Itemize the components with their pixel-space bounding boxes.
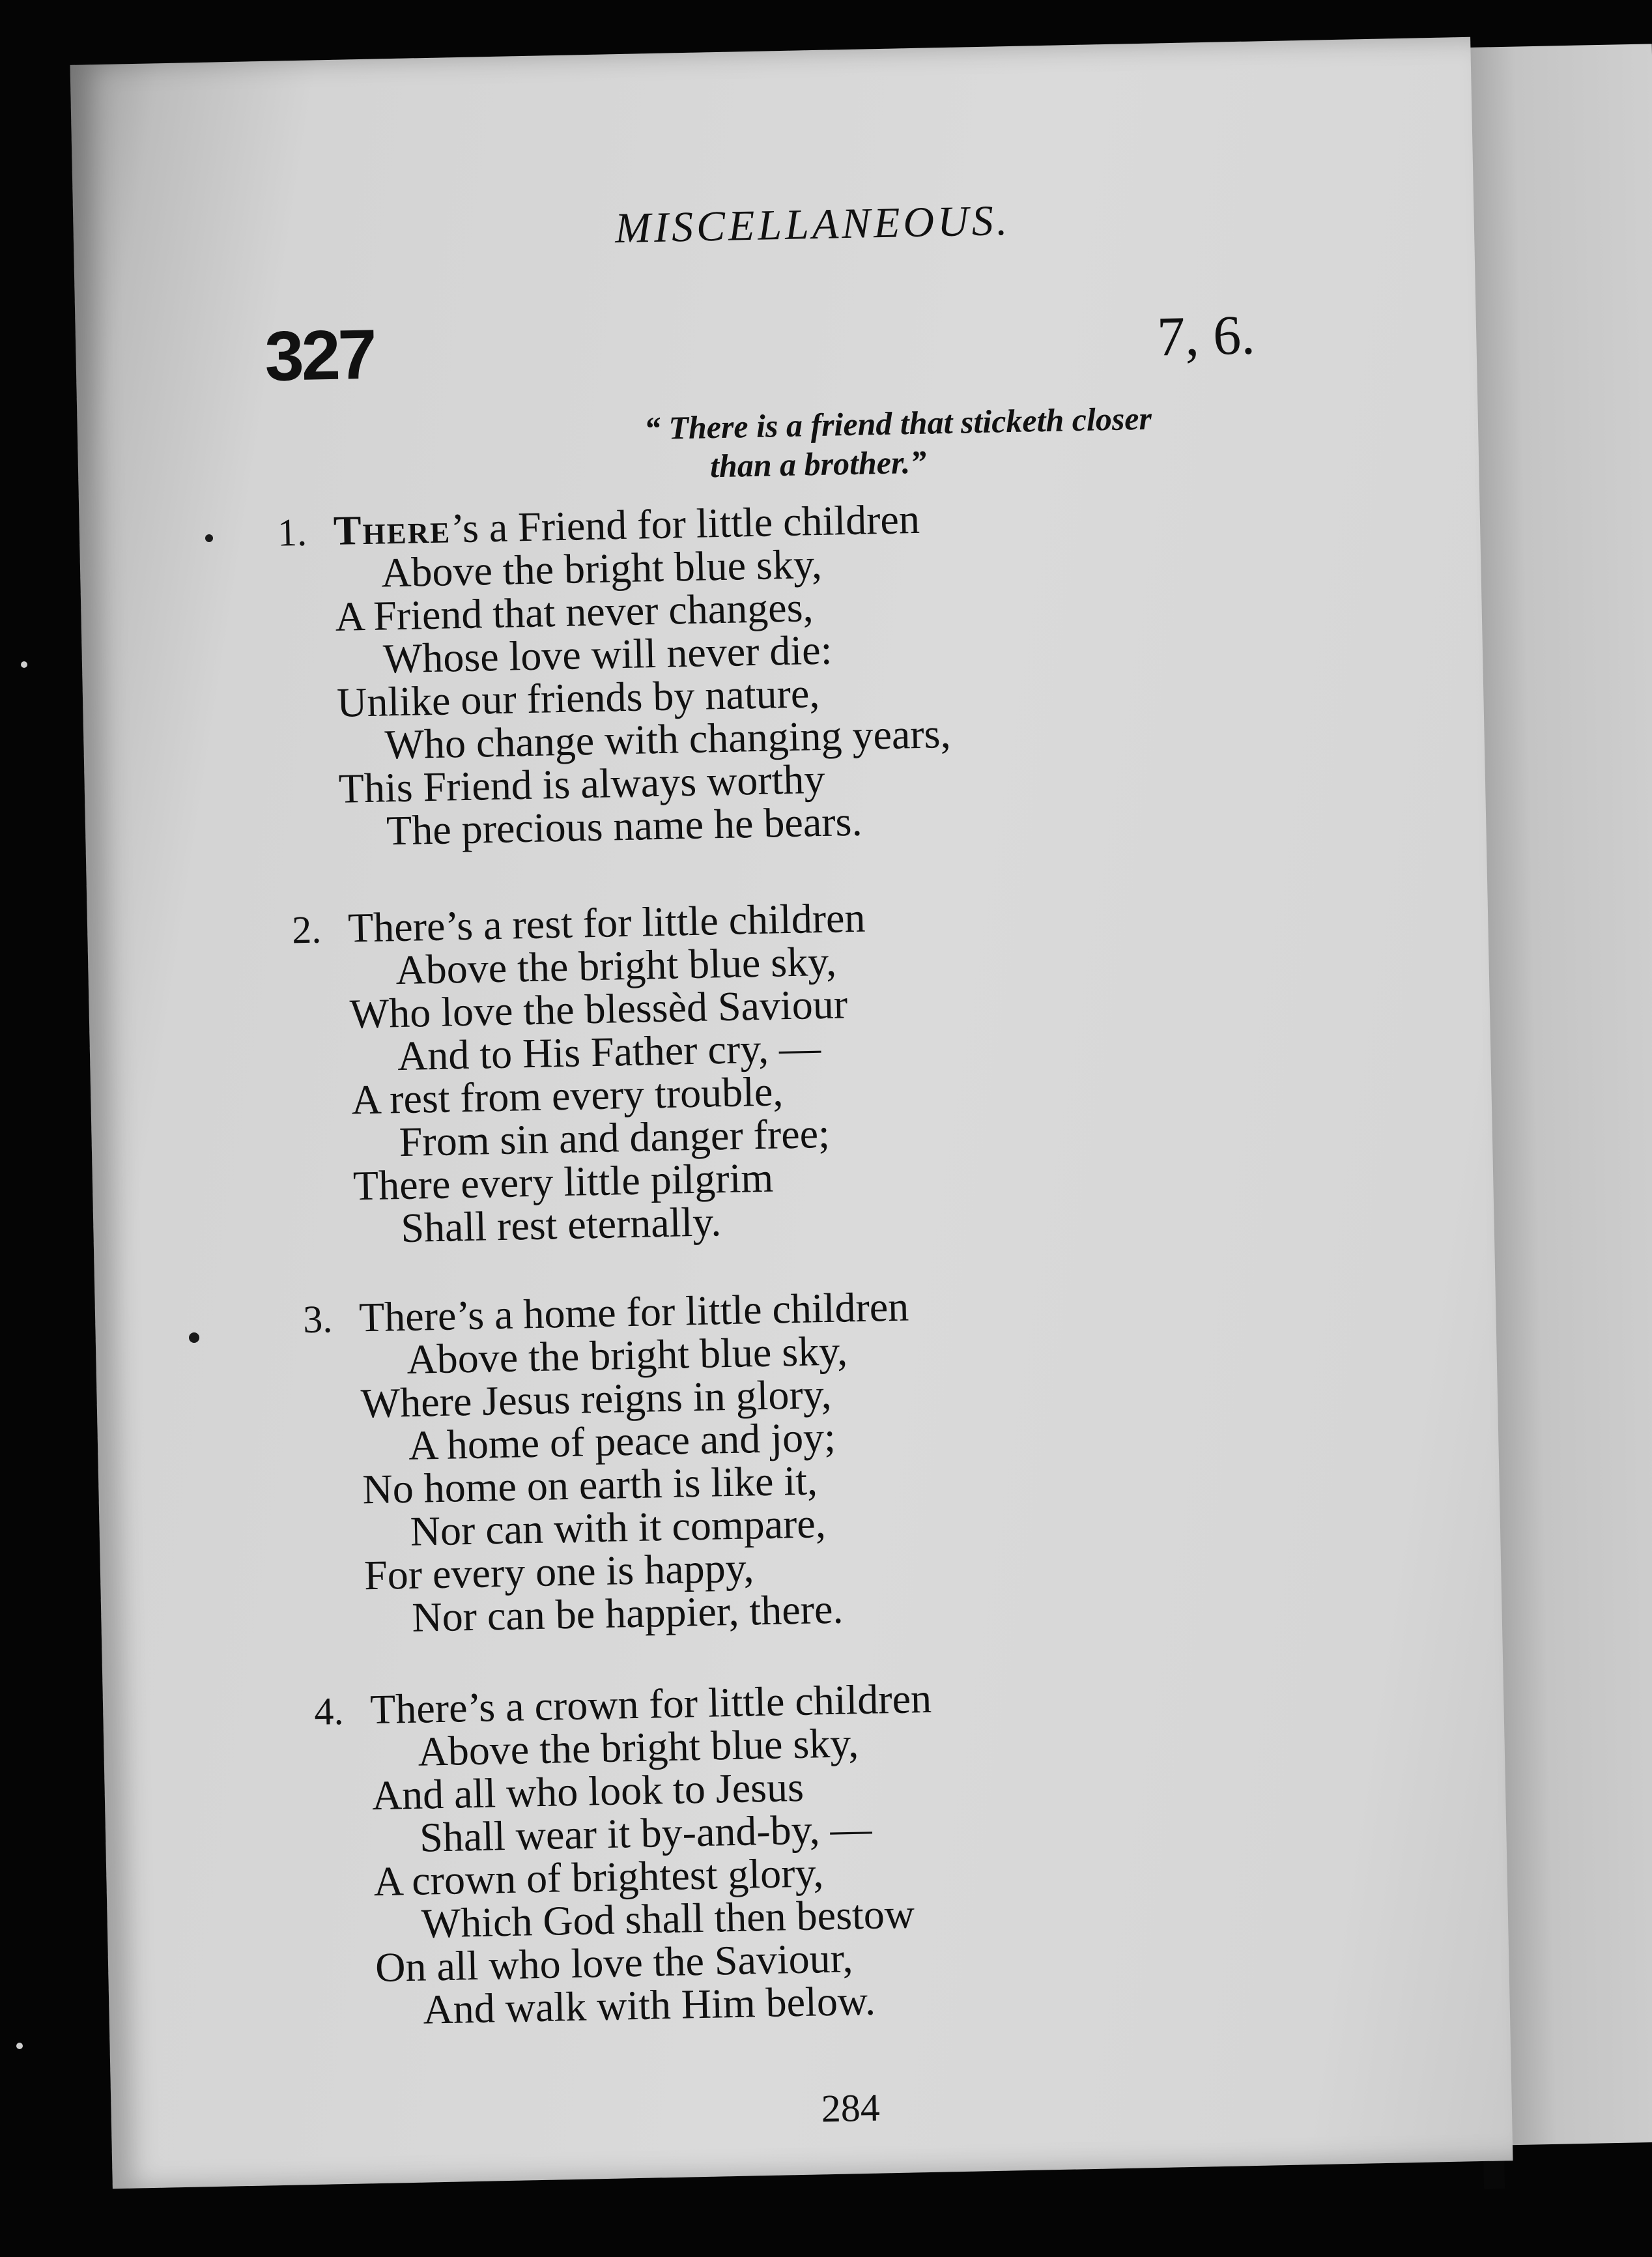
stanza-line: And walk with Him below. [422,1977,876,2033]
stanza-line-text: There’s a crown for little children [369,1675,932,1733]
epigraph [644,395,1296,487]
stanza-line: A crown of brightest glory, [373,1849,824,1905]
stanza-line: Unlike our friends by nature, [336,670,820,726]
hymn-meter: 7, 6. [1156,303,1256,368]
stanza-line: And all who look to Jesus [371,1763,805,1819]
stanza-line: From sin and danger free; [399,1110,831,1166]
stanza-number: 2. [291,908,322,952]
stanza-3 [302,1276,1343,1641]
stanza-number: 4. [313,1689,344,1733]
stanza-number: 3. [302,1297,333,1342]
stanza-line: Where Jesus reigns in glory, [360,1370,833,1427]
stanza-line: Who love the blessèd Saviour [349,981,848,1037]
stanza-line: A Friend that never changes, [334,584,814,640]
ink-speck [16,2043,23,2049]
stanza-line: A home of peace and joy; [408,1413,836,1469]
stanza-line: Whose love will never die: [382,626,833,682]
hymnal-page [70,37,1513,2189]
drop-word: There [333,505,451,554]
stanza-line: Above the bright blue sky, [406,1327,848,1383]
epigraph-line-2: than a brother.” [709,443,927,485]
stanza-line: Above the bright blue sky, [380,540,823,596]
stanza-2 [291,887,1332,1252]
stanza-line: No home on earth is like it, [362,1457,818,1513]
stanza-number: 1. [277,510,307,554]
stanza-line: Shall rest eternally. [400,1198,722,1252]
hymn-number: 327 [264,314,375,395]
stanza-line: Above the bright blue sky, [417,1719,859,1775]
stanza-line: And to His Father cry, — [397,1024,821,1080]
page-content [70,37,1513,2189]
ink-speck [21,661,27,668]
running-head: MISCELLANEOUS. [614,196,1011,253]
ink-speck [189,1332,199,1343]
stanza-line: This Friend is always worthy [338,755,826,812]
stanza-line: There every little pilgrim [352,1154,774,1209]
stanza-line: Nor can with it compare, [410,1500,827,1555]
stanza-line: The precious name he bears. [386,798,863,854]
stanza-line: Nor can be happier, there. [411,1585,844,1641]
stanza-line: A rest from every trouble, [350,1068,784,1123]
stanza-line-text: There’s a home for little children [358,1283,909,1341]
stanza-line: Above the bright blue sky, [395,938,837,994]
stanza-line: Shall wear it by-and-by, — [419,1805,873,1861]
stanza-line-text: There’s a rest for little children [347,894,866,951]
stanza-1 [277,490,1317,854]
ink-speck [205,534,213,542]
stanza-line: For every one is happy, [363,1544,755,1599]
stanza-line: On all who love the Saviour, [375,1934,854,1991]
stanza-line: Which God shall then bestow [421,1890,915,1947]
page-number: 284 [821,2086,881,2131]
stanza-4 [313,1669,1354,2033]
stanza-line: Who change with changing years, [384,710,952,768]
stanza-line-text: ’s a Friend for little children [450,495,920,552]
epigraph-line-1: “ There is a friend that sticketh closer [644,399,1152,447]
